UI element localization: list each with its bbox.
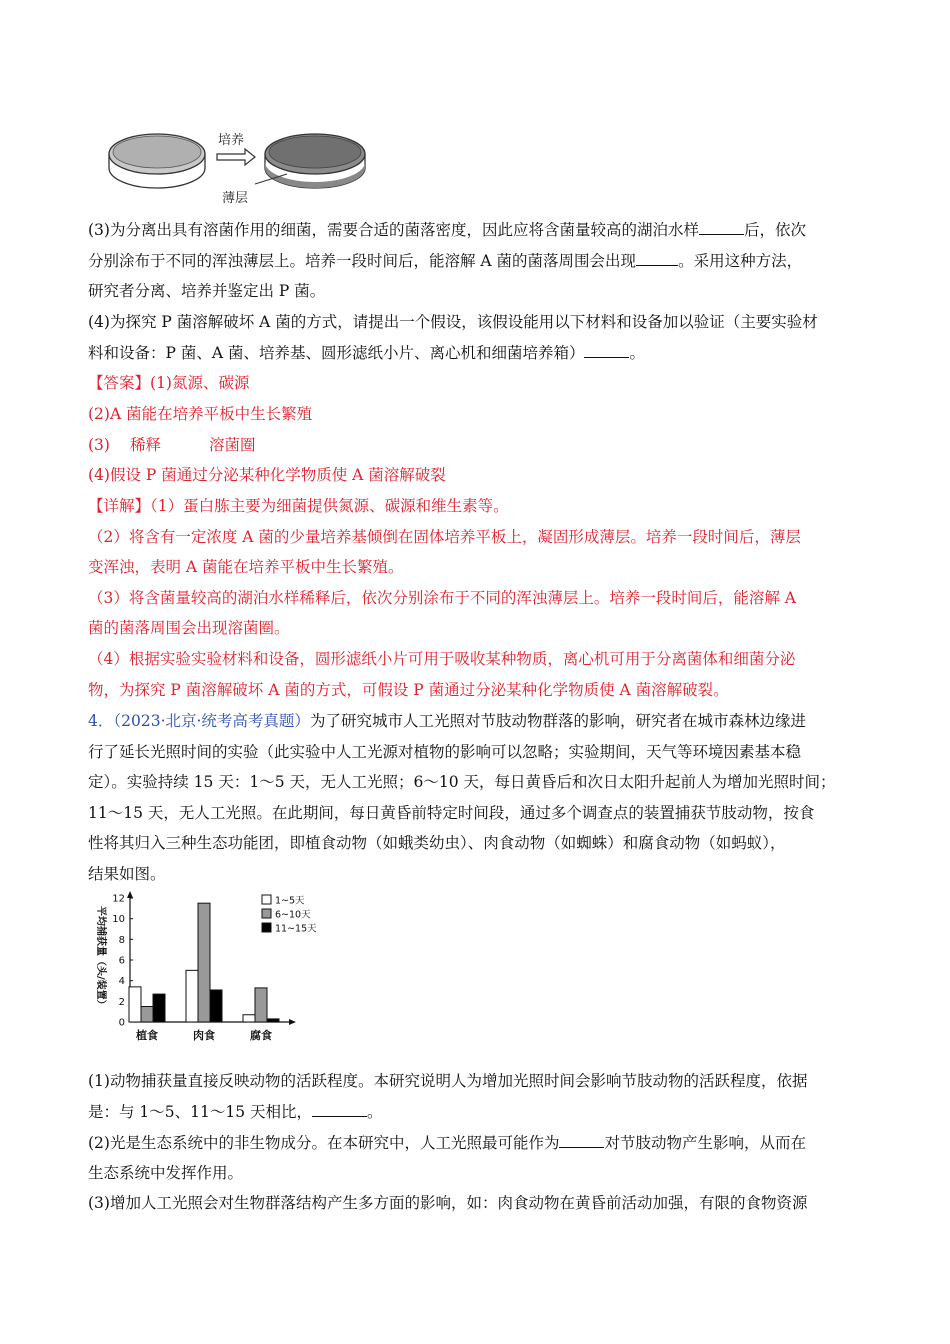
x-tick-label: 植食: [136, 1029, 158, 1042]
y-tick-label: 8: [118, 934, 125, 946]
answer-line-3: (3) 稀释 溶菌圈: [88, 436, 256, 454]
answer-line-2: (2)A 菌能在培养平板中生长繁殖: [88, 405, 313, 423]
problem4-line-2: 行了延长光照时间的实验（此实验中人工光源对植物的影响可以忽略；实验期间，天气等环境因素基本稳: [88, 743, 802, 761]
problem4-line-4: 11～15 天，无人工光照。在此期间，每日黄昏前特定时间段，通过多个调查点的装置捕获节肢动物，按食: [88, 804, 815, 822]
legend-label: 6~10天: [275, 909, 311, 921]
legend-label: 1~5天: [275, 895, 305, 907]
bar-腐食-1~5天: [243, 1015, 255, 1022]
q3-line-3: 研究者分离、培养并鉴定出 P 菌。: [88, 282, 326, 300]
q4-line-1: (4)为探究 P 菌溶解破坏 A 菌的方式，请提出一个假设，该假设能用以下材料和设备加以验证（主要实验材: [88, 313, 818, 331]
arrow-icon: [217, 149, 255, 165]
dish-left: [109, 134, 205, 188]
y-tick-label: 6: [118, 955, 125, 967]
arrow-label: 培养: [218, 133, 245, 148]
problem-source: （2023·北京·统考高考真题）: [113, 712, 310, 730]
detail-line-3: 变浑浊，表明 A 菌能在培养平板中生长繁殖。: [88, 558, 404, 576]
blank-3b: [636, 249, 678, 266]
bar-肉食-1~5天: [186, 970, 198, 1022]
bar-植食-6~10天: [141, 1007, 153, 1023]
blank-4: [584, 341, 629, 358]
bar-chart-svg: [86, 888, 326, 1060]
detail-line-7: 物，为探究 P 菌溶解破坏 A 菌的方式，可假设 P 菌通过分泌某种化学物质使 A 菌溶解破裂。: [88, 681, 729, 699]
bar-腐食-11~15天: [267, 1019, 279, 1022]
detail-line-6: （4）根据实验实验材料和设备，圆形滤纸小片可用于吸收某种物质，离心机可用于分离菌体和细菌分泌: [88, 650, 796, 668]
y-tick-label: 12: [112, 893, 125, 905]
problem4-line-1: 4．（2023·北京·统考高考真题）为了研究城市人工光照对节肢动物群落的影响，研究者在城市森林边缘进: [88, 712, 806, 730]
detail-label: 【详解】: [88, 497, 151, 515]
petri-dish-diagram: [105, 122, 375, 206]
blank-s2: [559, 1131, 604, 1148]
bar-肉食-6~10天: [198, 903, 210, 1022]
answer-line-4: (4)假设 P 菌通过分泌某种化学物质使 A 菌溶解破裂: [88, 466, 446, 484]
bar-植食-11~15天: [153, 994, 165, 1022]
bar-肉食-11~15天: [210, 990, 222, 1022]
y-axis-label: 平均捕获量（头/装置）: [95, 906, 106, 1010]
sub-q1-line-2: 是：与 1～5、11～15 天相比， 。: [88, 1100, 383, 1123]
y-tick-label: 4: [118, 976, 125, 988]
dish-right: [265, 134, 365, 188]
bar-腐食-6~10天: [255, 988, 267, 1022]
sub-q2-line-2: 生态系统中发挥作用。: [88, 1164, 244, 1182]
y-tick-label: 2: [118, 996, 125, 1008]
bar-植食-1~5天: [129, 987, 141, 1022]
sub-q1-line-1: (1)动物捕获量直接反映动物的活跃程度。本研究说明人为增加光照时间会影响节肢动物的活跃程度，依据: [88, 1072, 808, 1090]
q4-line-2: 料和设备：P 菌、A 菌、培养基、圆形滤纸小片、离心机和细菌培养箱） 。: [88, 341, 645, 364]
detail-line-1: 【详解】（1）蛋白胨主要为细菌提供氮源、碳源和维生素等。: [88, 497, 509, 515]
x-tick-label: 肉食: [193, 1029, 215, 1042]
detail-line-4: （3）将含菌量较高的湖泊水样稀释后，依次分别涂布于不同的浑浊薄层上。培养一段时间后，能溶解 A: [88, 589, 796, 607]
blank-s1: [312, 1100, 367, 1117]
legend-swatch: [262, 909, 271, 918]
y-axis-arrow: [127, 891, 133, 898]
petri-dish-figure: [105, 122, 375, 206]
problem4-line-3: 定）。实验持续 15 天：1～5 天，无人工光照；6～10 天，每日黄昏后和次日太阳升起前人为增加光照时间；: [88, 773, 836, 791]
legend-label: 11~15天: [275, 923, 317, 935]
problem4-line-6: 结果如图。: [88, 865, 166, 883]
x-tick-label: 腐食: [250, 1029, 272, 1042]
q3-line-2: 分别涂布于不同的浑浊薄层上。培养一段时间后，能溶解 A 菌的菌落周围会出现 。采用这种方法，: [88, 249, 802, 272]
y-tick-label: 0: [118, 1017, 125, 1029]
answer-line-1: 【答案】(1)氮源、碳源: [88, 374, 250, 392]
legend-swatch: [262, 895, 271, 904]
layer-label: 薄层: [222, 191, 249, 206]
sub-q2-line-1: (2)光是生态系统中的非生物成分。在本研究中，人工光照最可能作为 对节肢动物产生影响，从而在: [88, 1131, 806, 1154]
q3-line-1: (3)为分离出具有溶菌作用的细菌，需要合适的菌落密度，因此应将含菌量较高的湖泊水样 后，依次: [88, 218, 806, 241]
legend-swatch: [262, 923, 271, 932]
answer-label: 【答案】: [88, 374, 151, 392]
sub-q3-line-1: (3)增加人工光照会对生物群落结构产生多方面的影响，如：肉食动物在黄昏前活动加强，有限的食物资源: [88, 1194, 808, 1212]
x-axis-arrow: [289, 1019, 296, 1025]
problem4-line-5: 性将其归入三种生态功能团，即植食动物（如蛾类幼虫）、肉食动物（如蜘蛛）和腐食动物（如蚂蚁），: [88, 834, 786, 852]
detail-line-2: （2）将含有一定浓度 A 菌的少量培养基倾倒在固体培养平板上，凝固形成薄层。培养一段时间后，薄层: [88, 528, 801, 546]
y-tick-label: 10: [112, 914, 125, 926]
bar-chart: [86, 888, 326, 1060]
problem-number: 4．: [88, 712, 114, 730]
blank-3a: [699, 218, 744, 235]
detail-line-5: 菌的菌落周围会出现溶菌圈。: [88, 619, 290, 637]
